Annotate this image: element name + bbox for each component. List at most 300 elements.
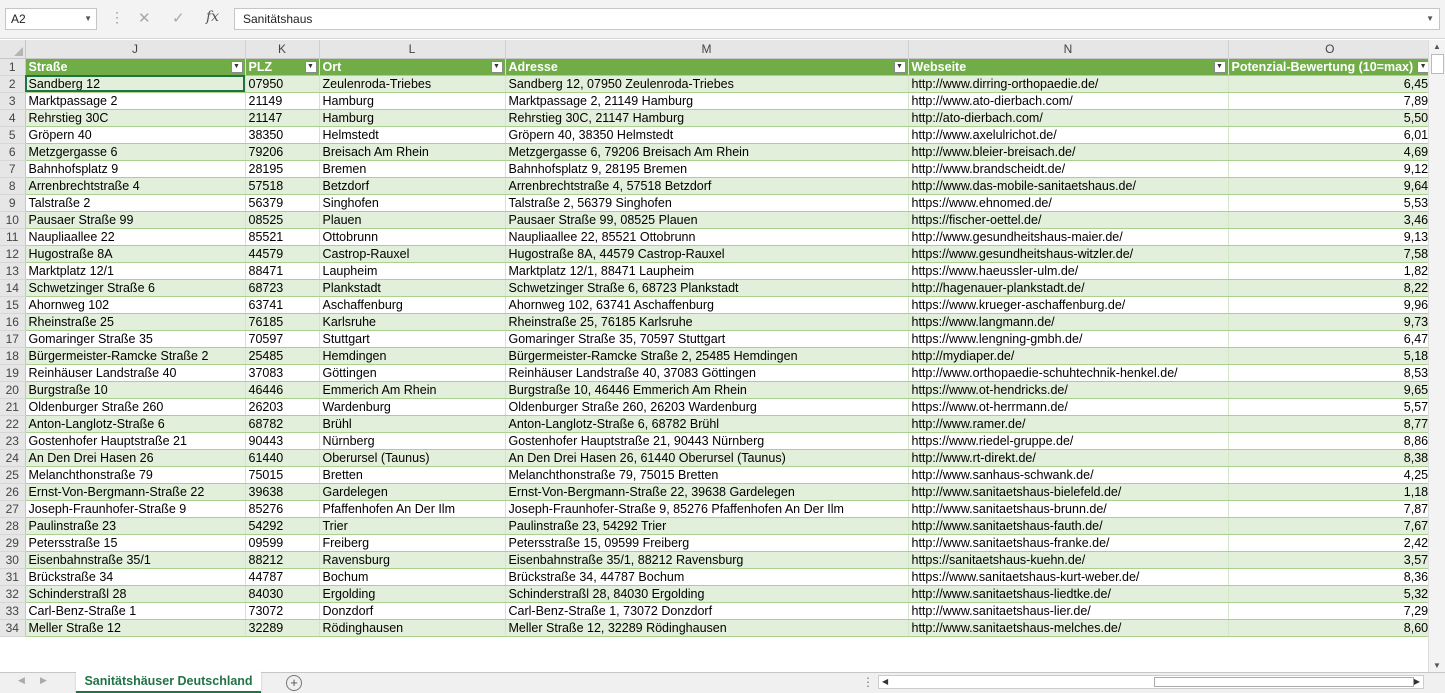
rating-cell[interactable]: 7,58 xyxy=(1228,245,1432,262)
street-cell[interactable]: Meller Straße 12 xyxy=(25,619,245,636)
address-cell[interactable]: Ahornweg 102, 63741 Aschaffenburg xyxy=(505,296,908,313)
street-cell[interactable]: Gröpern 40 xyxy=(25,126,245,143)
city-cell[interactable]: Breisach Am Rhein xyxy=(319,143,505,160)
header-label: Adresse xyxy=(508,59,558,74)
website-cell[interactable]: http://www.sanitaetshaus-lier.de/ xyxy=(908,602,1228,619)
street-cell[interactable]: Joseph-Fraunhofer-Straße 9 xyxy=(25,500,245,517)
row-header[interactable]: 20 xyxy=(0,381,25,398)
address-cell[interactable]: Arrenbrechtstraße 4, 57518 Betzdorf xyxy=(505,177,908,194)
zip-cell[interactable]: 56379 xyxy=(245,194,319,211)
city-cell[interactable]: Wardenburg xyxy=(319,398,505,415)
website-cell[interactable]: https://www.ehnomed.de/ xyxy=(908,194,1228,211)
rating-cell[interactable]: 2,42 xyxy=(1228,534,1432,551)
table-row xyxy=(0,347,1432,364)
column-header[interactable]: L xyxy=(319,40,505,58)
row-header[interactable]: 2 xyxy=(0,75,25,92)
street-cell[interactable]: Schwetzinger Straße 6 xyxy=(25,279,245,296)
website-cell[interactable]: http://ato-dierbach.com/ xyxy=(908,109,1228,126)
address-cell[interactable]: Brückstraße 34, 44787 Bochum xyxy=(505,568,908,585)
address-cell[interactable]: Hugostraße 8A, 44579 Castrop-Rauxel xyxy=(505,245,908,262)
filter-dropdown-icon[interactable]: ▼ xyxy=(894,61,906,73)
sheet-table xyxy=(0,40,1432,637)
zip-cell[interactable]: 09599 xyxy=(245,534,319,551)
table-row xyxy=(0,551,1432,568)
filter-dropdown-icon[interactable]: ▼ xyxy=(1214,61,1226,73)
zip-cell[interactable]: 70597 xyxy=(245,330,319,347)
filter-dropdown-icon[interactable]: ▼ xyxy=(305,61,317,73)
website-cell[interactable]: http://www.brandscheidt.de/ xyxy=(908,160,1228,177)
city-cell[interactable]: Bochum xyxy=(319,568,505,585)
city-cell[interactable]: Aschaffenburg xyxy=(319,296,505,313)
address-cell[interactable]: Joseph-Fraunhofer-Straße 9, 85276 Pfaffenhofen An Der Ilm xyxy=(505,500,908,517)
zip-cell[interactable]: 08525 xyxy=(245,211,319,228)
rating-cell[interactable]: 3,57 xyxy=(1228,551,1432,568)
address-cell[interactable]: Bahnhofsplatz 9, 28195 Bremen xyxy=(505,160,908,177)
column-header[interactable]: M xyxy=(505,40,908,58)
zip-cell[interactable]: 32289 xyxy=(245,619,319,636)
table-row xyxy=(0,143,1432,160)
city-cell[interactable]: Plankstadt xyxy=(319,279,505,296)
header-label: Straße xyxy=(28,59,68,74)
street-cell[interactable]: Eisenbahnstraße 35/1 xyxy=(25,551,245,568)
column-header[interactable]: N xyxy=(908,40,1228,58)
address-cell[interactable]: Schinderstraßl 28, 84030 Ergolding xyxy=(505,585,908,602)
website-cell[interactable]: https://www.ot-herrmann.de/ xyxy=(908,398,1228,415)
table-row xyxy=(0,330,1432,347)
rating-cell[interactable]: 4,25 xyxy=(1228,466,1432,483)
zip-cell[interactable]: 75015 xyxy=(245,466,319,483)
city-cell[interactable]: Castrop-Rauxel xyxy=(319,245,505,262)
scroll-right-icon[interactable]: ▶ xyxy=(1413,677,1420,686)
rating-cell[interactable]: 9,12 xyxy=(1228,160,1432,177)
city-cell[interactable]: Bremen xyxy=(319,160,505,177)
street-cell[interactable]: Anton-Langlotz-Straße 6 xyxy=(25,415,245,432)
street-cell[interactable]: Marktpassage 2 xyxy=(25,92,245,109)
street-cell[interactable]: Rheinstraße 25 xyxy=(25,313,245,330)
row-header[interactable]: 12 xyxy=(0,245,25,262)
city-cell[interactable]: Hemdingen xyxy=(319,347,505,364)
table-row xyxy=(0,449,1432,466)
zip-cell[interactable]: 21147 xyxy=(245,109,319,126)
address-cell[interactable]: Burgstraße 10, 46446 Emmerich Am Rhein xyxy=(505,381,908,398)
rating-cell[interactable]: 5,18 xyxy=(1228,347,1432,364)
website-cell[interactable]: https://sanitaetshaus-kuehn.de/ xyxy=(908,551,1228,568)
city-cell[interactable]: Trier xyxy=(319,517,505,534)
zip-cell[interactable]: 07950 xyxy=(245,75,319,92)
street-cell[interactable]: An Den Drei Hasen 26 xyxy=(25,449,245,466)
row-header[interactable]: 9 xyxy=(0,194,25,211)
website-cell[interactable]: https://www.gesundheitshaus-witzler.de/ xyxy=(908,245,1228,262)
insert-function-icon[interactable]: fx xyxy=(206,9,220,25)
table-row xyxy=(0,228,1432,245)
select-all-button[interactable] xyxy=(0,40,25,58)
website-cell[interactable]: https://www.krueger-aschaffenburg.de/ xyxy=(908,296,1228,313)
zip-cell[interactable]: 28195 xyxy=(245,160,319,177)
name-box[interactable] xyxy=(5,8,97,30)
street-cell[interactable]: Melanchthonstraße 79 xyxy=(25,466,245,483)
website-cell[interactable]: https://www.sanitaetshaus-kurt-weber.de/ xyxy=(908,568,1228,585)
zip-cell[interactable]: 21149 xyxy=(245,92,319,109)
street-cell[interactable]: Pausaer Straße 99 xyxy=(25,211,245,228)
sheet-tab-active[interactable]: Sanitätshäuser Deutschland xyxy=(76,672,261,693)
row-header[interactable]: 21 xyxy=(0,398,25,415)
rating-cell[interactable]: 1,18 xyxy=(1228,483,1432,500)
website-cell[interactable]: http://www.sanitaetshaus-liedtke.de/ xyxy=(908,585,1228,602)
table-row xyxy=(0,126,1432,143)
row-header[interactable]: 19 xyxy=(0,364,25,381)
row-header[interactable]: 8 xyxy=(0,177,25,194)
website-cell[interactable]: http://www.orthopaedie-schuhtechnik-henkel.de/ xyxy=(908,364,1228,381)
scroll-up-icon[interactable]: ▲ xyxy=(1433,42,1441,51)
address-cell[interactable]: Schwetzinger Straße 6, 68723 Plankstadt xyxy=(505,279,908,296)
table-row xyxy=(0,602,1432,619)
address-cell[interactable]: Naupliaallee 22, 85521 Ottobrunn xyxy=(505,228,908,245)
row-header[interactable]: 17 xyxy=(0,330,25,347)
expand-formula-icon[interactable]: ▼ xyxy=(1426,14,1434,23)
street-cell[interactable]: Reinhäuser Landstraße 40 xyxy=(25,364,245,381)
website-cell[interactable]: http://www.sanhaus-schwank.de/ xyxy=(908,466,1228,483)
city-cell[interactable]: Hamburg xyxy=(319,109,505,126)
row-header[interactable]: 33 xyxy=(0,602,25,619)
city-cell[interactable]: Freiberg xyxy=(319,534,505,551)
zip-cell[interactable]: 85521 xyxy=(245,228,319,245)
city-cell[interactable]: Emmerich Am Rhein xyxy=(319,381,505,398)
address-cell[interactable]: Petersstraße 15, 09599 Freiberg xyxy=(505,534,908,551)
city-cell[interactable]: Karlsruhe xyxy=(319,313,505,330)
rating-cell[interactable]: 8,60 xyxy=(1228,619,1432,636)
street-cell[interactable]: Marktplatz 12/1 xyxy=(25,262,245,279)
row-header[interactable]: 6 xyxy=(0,143,25,160)
street-cell[interactable]: Burgstraße 10 xyxy=(25,381,245,398)
rating-cell[interactable]: 9,65 xyxy=(1228,381,1432,398)
row-header[interactable]: 16 xyxy=(0,313,25,330)
address-cell[interactable]: Rheinstraße 25, 76185 Karlsruhe xyxy=(505,313,908,330)
zip-cell[interactable]: 37083 xyxy=(245,364,319,381)
rating-cell[interactable]: 5,57 xyxy=(1228,398,1432,415)
address-cell[interactable]: Reinhäuser Landstraße 40, 37083 Göttingen xyxy=(505,364,908,381)
rating-cell[interactable]: 5,50 xyxy=(1228,109,1432,126)
rating-cell[interactable]: 3,46 xyxy=(1228,211,1432,228)
formula-bar xyxy=(0,0,1445,39)
city-cell[interactable]: Pfaffenhofen An Der Ilm xyxy=(319,500,505,517)
city-cell[interactable]: Ergolding xyxy=(319,585,505,602)
zip-cell[interactable]: 38350 xyxy=(245,126,319,143)
table-header-cell[interactable] xyxy=(505,58,908,75)
street-cell[interactable]: Sandberg 12 xyxy=(25,75,245,92)
table-header-cell[interactable] xyxy=(908,58,1228,75)
spreadsheet-grid xyxy=(0,40,1432,637)
more-icon[interactable]: ⋮ xyxy=(110,9,124,25)
scroll-thumb[interactable] xyxy=(1154,677,1414,687)
rating-cell[interactable]: 8,36 xyxy=(1228,568,1432,585)
address-cell[interactable]: Metzgergasse 6, 79206 Breisach Am Rhein xyxy=(505,143,908,160)
row-header[interactable]: 7 xyxy=(0,160,25,177)
scroll-thumb[interactable] xyxy=(1431,54,1444,74)
row-header[interactable]: 25 xyxy=(0,466,25,483)
address-cell[interactable]: Oldenburger Straße 260, 26203 Wardenburg xyxy=(505,398,908,415)
zip-cell[interactable]: 26203 xyxy=(245,398,319,415)
rating-cell[interactable]: 9,73 xyxy=(1228,313,1432,330)
filter-dropdown-icon[interactable]: ▼ xyxy=(1417,61,1429,73)
next-sheet-icon[interactable]: ▶ xyxy=(40,675,47,685)
rating-cell[interactable]: 9,13 xyxy=(1228,228,1432,245)
city-cell[interactable]: Singhofen xyxy=(319,194,505,211)
zip-cell[interactable]: 46446 xyxy=(245,381,319,398)
city-cell[interactable]: Ottobrunn xyxy=(319,228,505,245)
address-cell[interactable]: Gröpern 40, 38350 Helmstedt xyxy=(505,126,908,143)
cancel-icon[interactable]: ✕ xyxy=(138,10,151,27)
rating-cell[interactable]: 8,77 xyxy=(1228,415,1432,432)
street-cell[interactable]: Bürgermeister-Ramcke Straße 2 xyxy=(25,347,245,364)
row-header[interactable]: 15 xyxy=(0,296,25,313)
address-cell[interactable]: Rehrstieg 30C, 21147 Hamburg xyxy=(505,109,908,126)
row-header[interactable]: 18 xyxy=(0,347,25,364)
table-row xyxy=(0,364,1432,381)
zip-cell[interactable]: 90443 xyxy=(245,432,319,449)
rating-cell[interactable]: 9,64 xyxy=(1228,177,1432,194)
website-cell[interactable]: https://www.ot-hendricks.de/ xyxy=(908,381,1228,398)
table-row xyxy=(0,313,1432,330)
row-header[interactable]: 34 xyxy=(0,619,25,636)
website-cell[interactable]: http://www.bleier-breisach.de/ xyxy=(908,143,1228,160)
website-cell[interactable]: http://www.ramer.de/ xyxy=(908,415,1228,432)
website-cell[interactable]: http://www.ato-dierbach.com/ xyxy=(908,92,1228,109)
row-header[interactable]: 23 xyxy=(0,432,25,449)
confirm-icon[interactable]: ✓ xyxy=(172,10,185,27)
table-row xyxy=(0,296,1432,313)
city-cell[interactable]: Göttingen xyxy=(319,364,505,381)
row-header[interactable]: 27 xyxy=(0,500,25,517)
rating-cell[interactable]: 6,45 xyxy=(1228,75,1432,92)
formula-value: Sanitätshaus xyxy=(243,12,313,26)
column-header[interactable]: J xyxy=(25,40,245,58)
row-header[interactable]: 28 xyxy=(0,517,25,534)
website-cell[interactable]: http://mydiaper.de/ xyxy=(908,347,1228,364)
rating-cell[interactable]: 7,87 xyxy=(1228,500,1432,517)
zip-cell[interactable]: 57518 xyxy=(245,177,319,194)
website-cell[interactable]: http://www.sanitaetshaus-franke.de/ xyxy=(908,534,1228,551)
more-icon[interactable]: ⋮ xyxy=(862,675,874,689)
street-cell[interactable]: Gostenhofer Hauptstraße 21 xyxy=(25,432,245,449)
chevron-down-icon[interactable]: ▼ xyxy=(84,14,92,23)
table-header-cell[interactable] xyxy=(319,58,505,75)
zip-cell[interactable]: 61440 xyxy=(245,449,319,466)
rating-cell[interactable]: 5,32 xyxy=(1228,585,1432,602)
street-cell[interactable]: Talstraße 2 xyxy=(25,194,245,211)
city-cell[interactable]: Zeulenroda-Triebes xyxy=(319,75,505,92)
street-cell[interactable]: Carl-Benz-Straße 1 xyxy=(25,602,245,619)
row-header[interactable]: 3 xyxy=(0,92,25,109)
horizontal-scrollbar[interactable] xyxy=(878,675,1424,689)
zip-cell[interactable]: 25485 xyxy=(245,347,319,364)
website-cell[interactable]: http://www.sanitaetshaus-fauth.de/ xyxy=(908,517,1228,534)
city-cell[interactable]: Donzdorf xyxy=(319,602,505,619)
zip-cell[interactable]: 39638 xyxy=(245,483,319,500)
street-cell[interactable]: Schinderstraßl 28 xyxy=(25,585,245,602)
row-header[interactable]: 24 xyxy=(0,449,25,466)
city-cell[interactable]: Bretten xyxy=(319,466,505,483)
table-row xyxy=(0,75,1432,92)
website-cell[interactable]: http://www.sanitaetshaus-bielefeld.de/ xyxy=(908,483,1228,500)
zip-cell[interactable]: 54292 xyxy=(245,517,319,534)
address-cell[interactable]: Marktplatz 12/1, 88471 Laupheim xyxy=(505,262,908,279)
website-cell[interactable]: https://www.haeussler-ulm.de/ xyxy=(908,262,1228,279)
table-row xyxy=(0,245,1432,262)
website-cell[interactable]: http://www.rt-direkt.de/ xyxy=(908,449,1228,466)
website-cell[interactable]: http://www.gesundheitshaus-maier.de/ xyxy=(908,228,1228,245)
rating-cell[interactable]: 6,01 xyxy=(1228,126,1432,143)
street-cell[interactable]: Arrenbrechtstraße 4 xyxy=(25,177,245,194)
website-cell[interactable]: http://www.sanitaetshaus-melches.de/ xyxy=(908,619,1228,636)
zip-cell[interactable]: 85276 xyxy=(245,500,319,517)
scroll-left-icon[interactable]: ◀ xyxy=(882,677,889,686)
rating-cell[interactable]: 8,38 xyxy=(1228,449,1432,466)
city-cell[interactable]: Betzdorf xyxy=(319,177,505,194)
street-cell[interactable]: Oldenburger Straße 260 xyxy=(25,398,245,415)
zip-cell[interactable]: 44579 xyxy=(245,245,319,262)
website-cell[interactable]: http://www.dirring-orthopaedie.de/ xyxy=(908,75,1228,92)
rating-cell[interactable]: 8,53 xyxy=(1228,364,1432,381)
website-cell[interactable]: http://hagenauer-plankstadt.de/ xyxy=(908,279,1228,296)
zip-cell[interactable]: 79206 xyxy=(245,143,319,160)
website-cell[interactable]: https://www.lengning-gmbh.de/ xyxy=(908,330,1228,347)
header-label: Ort xyxy=(322,59,342,74)
filter-dropdown-icon[interactable]: ▼ xyxy=(491,61,503,73)
row-header[interactable]: 29 xyxy=(0,534,25,551)
row-header[interactable]: 22 xyxy=(0,415,25,432)
prev-sheet-icon[interactable]: ◀ xyxy=(18,675,25,685)
row-header[interactable]: 30 xyxy=(0,551,25,568)
column-header[interactable]: O xyxy=(1228,40,1432,58)
address-cell[interactable]: Eisenbahnstraße 35/1, 88212 Ravensburg xyxy=(505,551,908,568)
zip-cell[interactable]: 68782 xyxy=(245,415,319,432)
row-header[interactable]: 11 xyxy=(0,228,25,245)
rating-cell[interactable]: 9,96 xyxy=(1228,296,1432,313)
rating-cell[interactable]: 6,47 xyxy=(1228,330,1432,347)
zip-cell[interactable]: 76185 xyxy=(245,313,319,330)
zip-cell[interactable]: 88471 xyxy=(245,262,319,279)
row-header[interactable]: 26 xyxy=(0,483,25,500)
street-cell[interactable]: Petersstraße 15 xyxy=(25,534,245,551)
row-header[interactable]: 14 xyxy=(0,279,25,296)
row-header[interactable]: 10 xyxy=(0,211,25,228)
zip-cell[interactable]: 44787 xyxy=(245,568,319,585)
header-label: PLZ xyxy=(248,59,273,74)
city-cell[interactable]: Rödinghausen xyxy=(319,619,505,636)
row-header[interactable]: 13 xyxy=(0,262,25,279)
street-cell[interactable]: Ernst-Von-Bergmann-Straße 22 xyxy=(25,483,245,500)
zip-cell[interactable]: 73072 xyxy=(245,602,319,619)
rating-cell[interactable]: 7,89 xyxy=(1228,92,1432,109)
table-row xyxy=(0,415,1432,432)
scroll-down-icon[interactable]: ▼ xyxy=(1433,661,1441,670)
city-cell[interactable]: Ravensburg xyxy=(319,551,505,568)
street-cell[interactable]: Gomaringer Straße 35 xyxy=(25,330,245,347)
address-cell[interactable]: Pausaer Straße 99, 08525 Plauen xyxy=(505,211,908,228)
rating-cell[interactable]: 7,29 xyxy=(1228,602,1432,619)
address-cell[interactable]: Melanchthonstraße 79, 75015 Bretten xyxy=(505,466,908,483)
row-header[interactable]: 5 xyxy=(0,126,25,143)
address-cell[interactable]: Gostenhofer Hauptstraße 21, 90443 Nürnberg xyxy=(505,432,908,449)
add-sheet-icon[interactable]: + xyxy=(286,675,302,691)
city-cell[interactable]: Nürnberg xyxy=(319,432,505,449)
filter-dropdown-icon[interactable]: ▼ xyxy=(231,61,243,73)
city-cell[interactable]: Hamburg xyxy=(319,92,505,109)
rating-cell[interactable]: 7,67 xyxy=(1228,517,1432,534)
zip-cell[interactable]: 84030 xyxy=(245,585,319,602)
row-header[interactable]: 1 xyxy=(0,58,25,75)
street-cell[interactable]: Naupliaallee 22 xyxy=(25,228,245,245)
street-cell[interactable]: Brückstraße 34 xyxy=(25,568,245,585)
website-cell[interactable]: http://www.das-mobile-sanitaetshaus.de/ xyxy=(908,177,1228,194)
zip-cell[interactable]: 63741 xyxy=(245,296,319,313)
row-header[interactable]: 32 xyxy=(0,585,25,602)
city-cell[interactable]: Helmstedt xyxy=(319,126,505,143)
street-cell[interactable]: Paulinstraße 23 xyxy=(25,517,245,534)
city-cell[interactable]: Oberursel (Taunus) xyxy=(319,449,505,466)
table-row xyxy=(0,262,1432,279)
website-cell[interactable]: https://www.riedel-gruppe.de/ xyxy=(908,432,1228,449)
address-cell[interactable]: Paulinstraße 23, 54292 Trier xyxy=(505,517,908,534)
address-cell[interactable]: An Den Drei Hasen 26, 61440 Oberursel (Taunus) xyxy=(505,449,908,466)
address-cell[interactable]: Anton-Langlotz-Straße 6, 68782 Brühl xyxy=(505,415,908,432)
street-cell[interactable]: Ahornweg 102 xyxy=(25,296,245,313)
city-cell[interactable]: Laupheim xyxy=(319,262,505,279)
city-cell[interactable]: Brühl xyxy=(319,415,505,432)
row-header[interactable]: 4 xyxy=(0,109,25,126)
city-cell[interactable]: Plauen xyxy=(319,211,505,228)
table-row xyxy=(0,194,1432,211)
city-cell[interactable]: Stuttgart xyxy=(319,330,505,347)
address-cell[interactable]: Ernst-Von-Bergmann-Straße 22, 39638 Gardelegen xyxy=(505,483,908,500)
table-header-cell[interactable] xyxy=(245,58,319,75)
table-header-row xyxy=(0,58,1432,75)
street-cell[interactable]: Bahnhofsplatz 9 xyxy=(25,160,245,177)
row-header[interactable]: 31 xyxy=(0,568,25,585)
address-cell[interactable]: Sandberg 12, 07950 Zeulenroda-Triebes xyxy=(505,75,908,92)
rating-cell[interactable]: 1,82 xyxy=(1228,262,1432,279)
rating-cell[interactable]: 8,86 xyxy=(1228,432,1432,449)
zip-cell[interactable]: 88212 xyxy=(245,551,319,568)
city-cell[interactable]: Gardelegen xyxy=(319,483,505,500)
table-header-cell[interactable] xyxy=(25,58,245,75)
website-cell[interactable]: http://www.axelulrichot.de/ xyxy=(908,126,1228,143)
address-cell[interactable]: Gomaringer Straße 35, 70597 Stuttgart xyxy=(505,330,908,347)
rating-cell[interactable]: 4,69 xyxy=(1228,143,1432,160)
street-cell[interactable]: Metzgergasse 6 xyxy=(25,143,245,160)
rating-cell[interactable]: 5,53 xyxy=(1228,194,1432,211)
table-row xyxy=(0,279,1432,296)
zip-cell[interactable]: 68723 xyxy=(245,279,319,296)
table-row xyxy=(0,109,1432,126)
street-cell[interactable]: Rehrstieg 30C xyxy=(25,109,245,126)
street-cell[interactable]: Hugostraße 8A xyxy=(25,245,245,262)
formula-input[interactable] xyxy=(234,8,1440,30)
address-cell[interactable]: Meller Straße 12, 32289 Rödinghausen xyxy=(505,619,908,636)
rating-cell[interactable]: 8,22 xyxy=(1228,279,1432,296)
table-row xyxy=(0,500,1432,517)
address-cell[interactable]: Talstraße 2, 56379 Singhofen xyxy=(505,194,908,211)
address-cell[interactable]: Marktpassage 2, 21149 Hamburg xyxy=(505,92,908,109)
website-cell[interactable]: https://fischer-oettel.de/ xyxy=(908,211,1228,228)
address-cell[interactable]: Carl-Benz-Straße 1, 73072 Donzdorf xyxy=(505,602,908,619)
column-header[interactable]: K xyxy=(245,40,319,58)
address-cell[interactable]: Bürgermeister-Ramcke Straße 2, 25485 Hemdingen xyxy=(505,347,908,364)
website-cell[interactable]: https://www.langmann.de/ xyxy=(908,313,1228,330)
table-header-cell[interactable] xyxy=(1228,58,1432,75)
website-cell[interactable]: http://www.sanitaetshaus-brunn.de/ xyxy=(908,500,1228,517)
vertical-scrollbar[interactable] xyxy=(1428,40,1445,672)
